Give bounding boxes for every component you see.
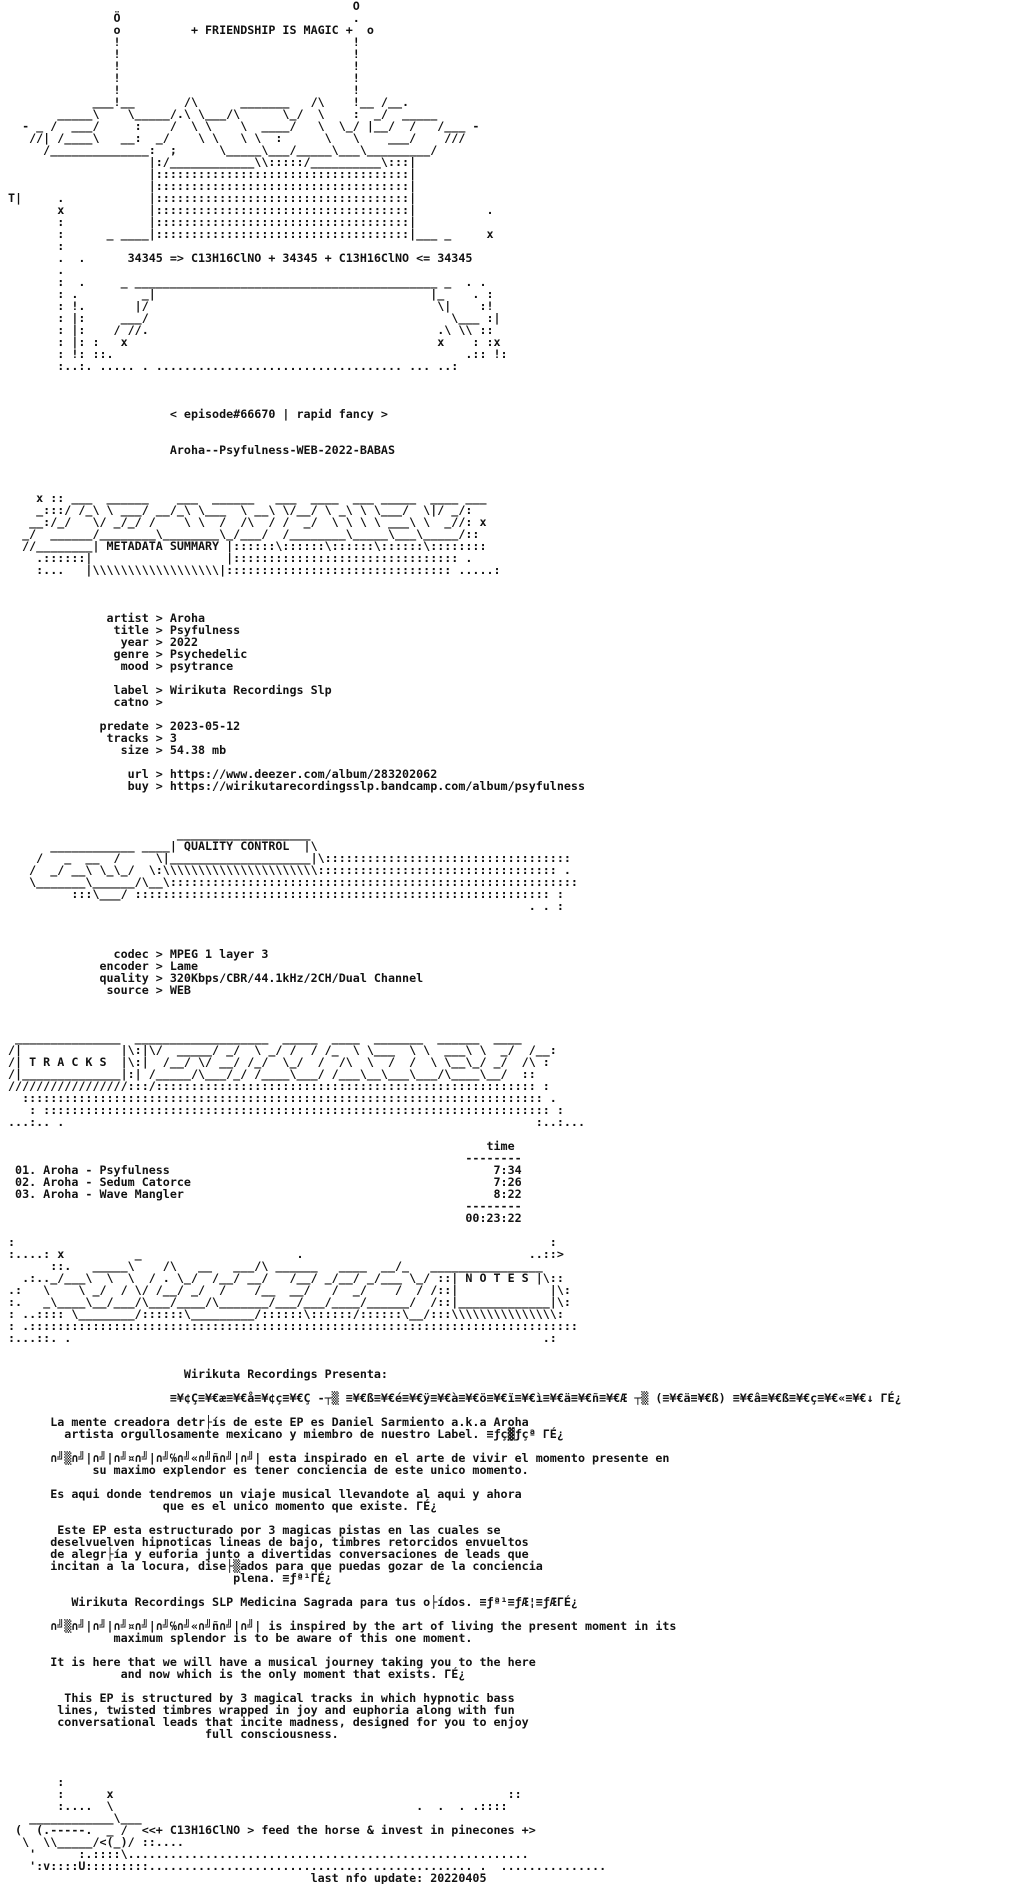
nfo-line: full consciousness. [8,1727,339,1741]
nfo-line: predate > 2023-05-12 [8,719,241,733]
nfo-line: Es aqui donde tendremos un viaje musical llevandote al aqui y ahora [8,1487,522,1501]
nfo-line: catno > [8,695,163,709]
nfo-line: :....: x _ . ..::> [8,1247,564,1261]
nfo-line: _:::/ /_\ \ ___/ __/_\ \___ \ __\ \/__/ \ _\ \ \___/ \|/ _/: [8,503,473,517]
nfo-line: __:/_/ \/ _/_/ / \ \ / /\ / / _/ \ \ \ \ ___\ \ _//: x [8,515,487,529]
nfo-line: genre > Psychedelic [8,647,248,661]
nfo-line: Wirikuta Recordings SLP Medicina Sagrada para tus o├ídos. ≡ƒª¹≡ƒÆ¦≡ƒÆΓÉ¿ [8,1595,578,1609]
nfo-line: year > 2022 [8,635,198,649]
nfo-line: _______________ ___________________ _____ ____ _______ ______ ____ [8,1031,522,1045]
nfo-line: label > Wirikuta Recordings Slp [8,683,332,697]
nfo-line: It is here that we will have a musical journey taking you to the here [8,1655,536,1669]
nfo-line [8,1740,1024,1752]
nfo-line: / _ __ / \|____________________|\::::::::::::::::::::::::::::::::::: [8,851,571,865]
nfo-line: :...::. . .: [8,1331,557,1345]
nfo-line: : |: ___/ \___ :| [8,311,501,325]
nfo-line [8,1008,1024,1020]
nfo-line [8,804,1024,816]
nfo-line: .: \ \ _/ / \/ /__/ _/ / /__ __/ / _/ / / /::| |\: [8,1283,571,1297]
nfo-line [8,588,1024,600]
nfo-line: artist > Aroha [8,611,206,625]
nfo-line: : .:::::::::::::::::::::::::::::::::::::::::::::::::::::::::::::::::::::::::::::: [8,1319,578,1333]
nfo-line: : |: : x x : :x [8,335,501,349]
nfo-line: :.... \ . . . .:::: [8,1799,508,1813]
nfo-line: ::. _____\ /\ __ ___/\ ______ ____ __/_ ________________ [8,1259,543,1273]
nfo-line: //| /____\ __: _/ \ \ \ \ : \ \ ___/ /// [8,131,466,145]
nfo-line [8,420,1024,432]
nfo-line: . . 34345 => C13H16ClNO + 34345 + C13H16ClNO <= 34345 [8,251,473,265]
nfo-line: incitan a la locura, dise├▒ados para que puedas gozar de la conciencia [8,1559,543,1573]
nfo-line: conversational leads that incite madness, designed for you to enjoy [8,1715,529,1729]
nfo-line: :... |\\\\\\\\\\\\\\\\\\|:::::::::::::::::::::::::::::::: .....: [8,563,501,577]
nfo-line: : [8,239,65,253]
nfo-line: -------- [8,1151,522,1165]
nfo-line: buy > https://wirikutarecordingsslp.bandcamp.com/album/psyfulness [8,779,585,793]
nfo-line: last nfo update: 20220405 [8,1871,487,1884]
nfo-line: .::::::| |:::::::::::::::::::::::::::::::: . [8,551,473,565]
nfo-line: su maximo explendor es tener conciencia de este unico momento. [8,1463,529,1477]
nfo-line: Aroha--Psyfulness-WEB-2022-BABAS [8,443,396,457]
nfo-line: : !: ::. .:: !: [8,347,508,361]
nfo-line: |:/____________\\:::::/__________\:::| [8,155,417,169]
nfo-line: ____________\___ [8,1811,142,1825]
nfo-line: /______________: ; \_____\___/_____\___\_________/ [8,143,438,157]
nfo-line: : _ ____|::::::::::::::::::::::::::::::::::::|___ _ x [8,227,494,241]
nfo-document [8,0,1024,1884]
nfo-line: encoder > Lame [8,959,198,973]
nfo-line: T| . |::::::::::::::::::::::::::::::::::::| [8,191,417,205]
nfo-line [8,1764,1024,1776]
nfo-line: \_______\______/\__\:::::::::::::::::::::::::::::::::::::::::::::::::::::::::: [8,875,578,889]
nfo-line: lines, twisted timbres wrapped in joy and euphoria along with fun [8,1703,515,1717]
nfo-line: Este EP esta estructurado por 3 magicas pistas en las cuales se [8,1523,501,1537]
nfo-line: ' :.::::\......................................................... [8,1847,529,1861]
nfo-line: ':v::::U:::::::::.............................................. . ............... [8,1859,607,1873]
nfo-line: x |::::::::::::::::::::::::::::::::::::| . [8,203,494,217]
nfo-line: ! ! [8,59,360,73]
nfo-line: : : [8,1235,557,1249]
nfo-line: ∩╝▒∩╝|∩╝|∩╝¤∩╝|∩╝℅∩╝«∩╝ñ∩╝|∩╝| is inspired by the art of living the present moment in its [8,1619,677,1633]
nfo-line: 02. Aroha - Sedum Catorce 7:26 [8,1175,522,1189]
nfo-line: and now which is the only moment that exists. ΓÉ¿ [8,1667,466,1681]
nfo-line: x :: ___ ______ ___ ______ ___ ____ ___ _____ ____ ___ [8,491,487,505]
nfo-line: ! ! [8,47,360,61]
nfo-line: //________| METADATA SUMMARY |::::::\::::::\::::::\::::::\:::::::: [8,539,487,553]
nfo-line: de alegr├ía y euforia junto a divertidas conversaciones de leads que [8,1547,529,1561]
nfo-line: . [8,263,65,277]
nfo-line: : |: / //. .\ \\ :: [8,323,494,337]
nfo-line: < episode#66670 | rapid fancy > [8,407,388,421]
nfo-line: /////////////////:::/:::::::::::::::::::::::::::::::::::::::::::::::::::::: : [8,1079,550,1093]
nfo-line: : . _ ___________________________________________ _ . . [8,275,487,289]
nfo-line: :::\___/ ::::::::::::::::::::::::::::::::::::::::::::::::::::::::::: : [8,887,564,901]
nfo-line [8,912,1024,924]
nfo-line: ! ! [8,35,360,49]
nfo-line: tracks > 3 [8,731,177,745]
nfo-line: |::::::::::::::::::::::::::::::::::::| [8,179,417,193]
nfo-line: codec > MPEG 1 layer 3 [8,947,269,961]
nfo-line: artista orgullosamente mexicano y miembro de nuestro Label. ≡ƒç▓ƒçª ΓÉ¿ [8,1427,564,1441]
nfo-line: ≡¥¢Ç≡¥€æ≡¥€å≡¥¢ç≡¥€Ç -┬▒ ≡¥€ß≡¥€é≡¥€ÿ≡¥€à≡¥€ö≡¥€ï≡¥€ì≡¥€ä≡¥€ñ≡¥€Æ ┬▒ (≡¥€ä≡¥€ß) ≡¥€â≡¥€ß≡¥€ç≡¥€«≡¥€↓ ΓÉ¿ [8,1391,902,1405]
nfo-line [8,1344,1024,1356]
nfo-line: ____________ ____| QUALITY CONTROL |\ [8,839,318,853]
nfo-line [8,576,1024,588]
nfo-line: mood > psytrance [8,659,234,673]
nfo-line: plena. ≡ƒª¹ΓÉ¿ [8,1571,332,1585]
nfo-line: La mente creadora detr├ís de este EP es Daniel Sarmiento a.k.a Aroha [8,1415,529,1429]
nfo-line: : x :: [8,1787,522,1801]
nfo-line [8,792,1024,804]
nfo-line: -------- [8,1199,522,1213]
nfo-line: : |::::::::::::::::::::::::::::::::::::| [8,215,417,229]
nfo-line: quality > 320Kbps/CBR/44.1kHz/2CH/Dual Channel [8,971,424,985]
nfo-line: : :::::::::::::::::::::::::::::::::::::::::::::::::::::::::::::::::::::::: : [8,1103,564,1117]
nfo-line: This EP is structured by 3 magical tracks in which hypnotic bass [8,1691,515,1705]
nfo-line: ( (.-----. _ / <<+ C13H16ClNO > feed the horse & invest in pinecones +> [8,1823,536,1837]
nfo-line: / _/ __\ \_\_/ \:\\\\\\\\\\\\\\\\\\\\\\:::::::::::::::::::::::::::::::::: . [8,863,571,877]
nfo-line: title > Psyfulness [8,623,241,637]
nfo-line: url > https://www.deezer.com/album/283202062 [8,767,438,781]
nfo-line: o + FRIENDSHIP IS MAGIC + o [8,23,374,37]
nfo-line: _____\ \_____/.\ \___/\ \_/ \ : _/ _____ [8,107,438,121]
nfo-line: 03. Aroha - Wave Mangler 8:22 [8,1187,522,1201]
nfo-line: /|______________|:| /_____/\___/_/ /____\___/ /___\__\___\___/\____\__/ :: [8,1067,536,1081]
nfo-line: que es el unico momento que existe. ΓÉ¿ [8,1499,438,1513]
nfo-line: |::::::::::::::::::::::::::::::::::::| [8,167,417,181]
nfo-line [8,384,1024,396]
nfo-line: :. _\____\__/___/\___/____/\_______/___/___/____/______/ /::|_____________|\: [8,1295,571,1309]
nfo-line: ___________________ [8,827,311,841]
nfo-line: .:.._/___\ \ \ / . \_/ /__/ __/ /__/ _/__/ _/___ \_/ ::| N O T E S |\:: [8,1271,564,1285]
nfo-line [8,456,1024,468]
nfo-line: ...:.. . :..:... [8,1115,585,1129]
nfo-line: _/ ______/________\________\_/___/ /________\_____\___\_____/:: [8,527,480,541]
nfo-line: : . _| |_ . : [8,287,494,301]
nfo-line: Wirikuta Recordings Presenta: [8,1367,388,1381]
nfo-line [8,468,1024,480]
nfo-line: . . : [8,899,564,913]
nfo-line: time [8,1139,515,1153]
nfo-line: size > 54.38 mb [8,743,227,757]
nfo-line [8,1752,1024,1764]
nfo-line: /| T R A C K S |\:| /__/ \/ __/ /_/ \_/ / /\ \ / / \ \__\_/ _/ /\ : [8,1055,550,1069]
nfo-line [8,372,1024,384]
nfo-line: - _ / ___/ : / \ \ \ ____/ \ \_/ |__/ / /___ - [8,119,480,133]
nfo-line: ! ! [8,71,360,85]
nfo-line: 00:23:22 [8,1211,522,1225]
nfo-line: deselvuelven hipnoticas lineas de bajo, timbres retorcidos envueltos [8,1535,529,1549]
nfo-line: ∩╝▒∩╝|∩╝|∩╝¤∩╝|∩╝℅∩╝«∩╝ñ∩╝|∩╝| esta inspirado en el arte de vivir el momento presente en [8,1451,670,1465]
nfo-line: : !. |/ \| :! [8,299,494,313]
nfo-line [8,924,1024,936]
nfo-line: ! ! [8,83,360,97]
nfo-line: :..:. ..... . ................................... ... ..: [8,359,459,373]
nfo-line [8,996,1024,1008]
nfo-line: : [8,1775,65,1789]
nfo-line: :::::::::::::::::::::::::::::::::::::::::::::::::::::::::::::::::::::::::: . [8,1091,557,1105]
nfo-line: /| |\:|\/ _____/ _/ \ _/ / / /_ \ \___ \ \ ___\ \ _/ /__: [8,1043,557,1057]
nfo-line: \ \\_____/<(_)/ ::.... [8,1835,184,1849]
nfo-line: 01. Aroha - Psyfulness 7:34 [8,1163,522,1177]
nfo-line: : ..:::: \________/::::::\_________/::::::\::::::/::::::\__/:::\\\\\\\\\\\\\\\: [8,1307,564,1321]
nfo-line: Ö . [8,11,360,25]
nfo-line: source > WEB [8,983,191,997]
nfo-line: O [8,0,360,13]
nfo-line: ___!__ /\ _______ /\ !__ /__. [8,95,410,109]
nfo-line: maximum splendor is to be aware of this one moment. [8,1631,473,1645]
